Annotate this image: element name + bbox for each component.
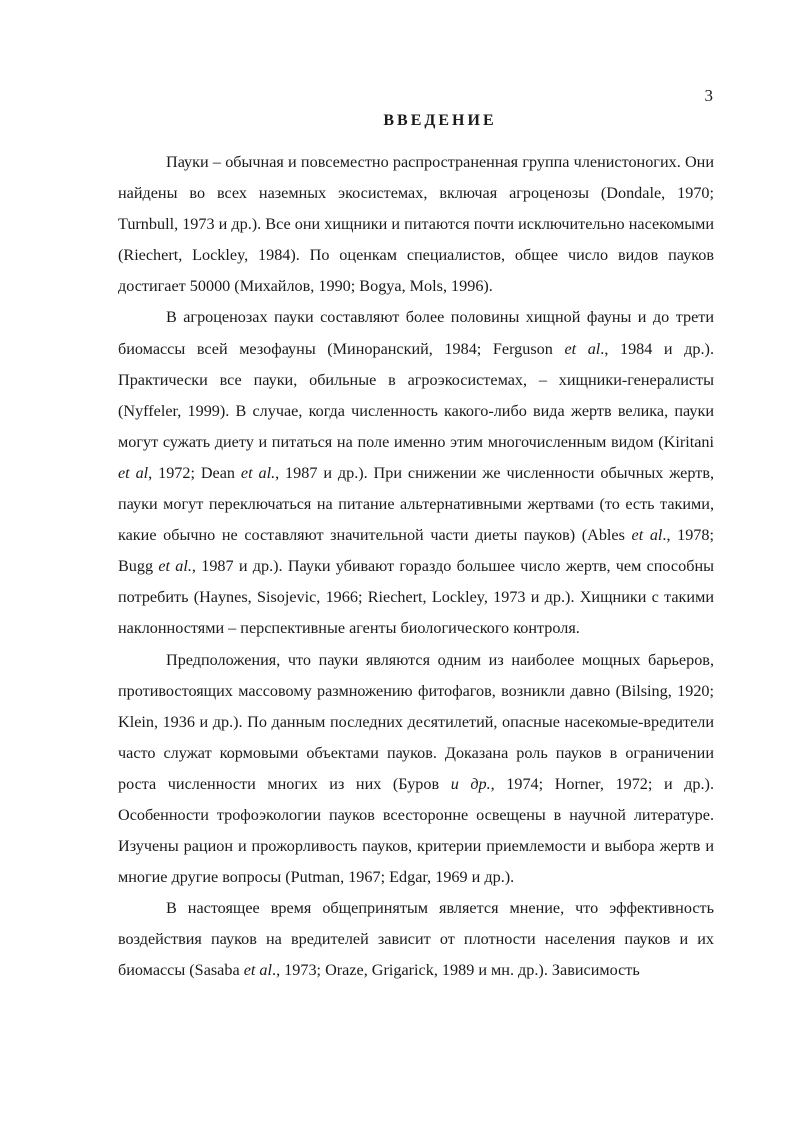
text-run: , 1987 и др.). Пауки убивают гораздо большее число жертв, чем способны потребить (Haynes, Sisojevic, 1966; Riechert, Lockley, 1973 и др.). Хищники с такими наклонностями – перспективные агенты биологического контроля. [118, 557, 714, 638]
page-number: 3 [704, 86, 713, 105]
italic-run: et al [118, 463, 149, 482]
text-run: , 1987 и др.). При снижении же численности обычных жертв, пауки могут переключаться на питание альтернативными жертвами (то есть такими, какие обычно не составляют значительной части диеты пауков) (Ables [118, 463, 715, 545]
paragraph-2 [118, 302, 714, 644]
italic-run: et al [564, 339, 601, 358]
italic-run: et al. [240, 463, 276, 482]
body-text [118, 147, 714, 987]
text-run: Предположения, что пауки являются одним из наиболее мощных барьеров, противостоящих массовому размножению фитофагов, возникли давно (Bilsing, 1920; Klein, 1936 и др.). По данным последних десятилетий, опасные насекомые-вредители часто служат кормовыми объектами пауков. Доказана роль пауков в ограничении роста численности многих из них (Буров [118, 650, 714, 793]
text-run: ., 1973; Oraze, Grigarick, 1989 и мн. др.). Зависимость [272, 961, 640, 980]
text-run: В агроценозах пауки составляют более половины хищной фауны и до трети биомассы всей мезофауны (Миноранский, 1984; Ferguson [118, 308, 714, 358]
italic-run: et al [631, 526, 663, 545]
text-run: ., 1984 и др.). Практически все пауки, обильные в агроэкосистемах, – хищники-генералисты (Nyffeler, 1999). В случае, когда численность какого-либо вида жертв велика, пауки могут сужать диету и питаться на поле именно этим многочисленным видом (Kiritani [118, 339, 714, 451]
paragraph-4 [118, 893, 714, 986]
paragraph-3 [118, 645, 714, 894]
italic-run: et al. [158, 557, 192, 576]
text-run: Пауки – обычная и повсеместно распространенная группа членистоногих. Они найдены во всех наземных экосистемах, включая агроценозы (Dondale, 1970; Turnbull, 1973 и др.). Все они хищники и питаются почти исключительно насекомыми (Riechert, Lockley, 1984). По оценкам специалистов, общее число видов пауков достигает 50000 (Михайлов, 1990; Bogya, Mols, 1996). [118, 153, 714, 296]
paragraph-1 [118, 147, 714, 302]
italic-run: и др. [450, 774, 491, 793]
text-run: В настоящее время общепринятым является мнение, что эффективность воздействия пауков на вредителей зависит от плотности населения пауков и их биомассы (Sasaba [118, 899, 714, 980]
text-run: , 1974; Horner, 1972; и др.). Особенности трофоэкологии пауков всесторонне освещены в научной литературе. Изучены рацион и прожорливость пауков, критерии приемлемости и выбора жертв и многие другие вопросы (Putman, 1967; Edgar, 1969 и др.). [118, 774, 714, 887]
text-run: ., 1978; Bugg [118, 526, 714, 576]
section-title: ВВЕДЕНИЕ [383, 112, 497, 129]
text-run: , 1972; Dean [148, 463, 241, 482]
italic-run: et al [243, 961, 273, 980]
